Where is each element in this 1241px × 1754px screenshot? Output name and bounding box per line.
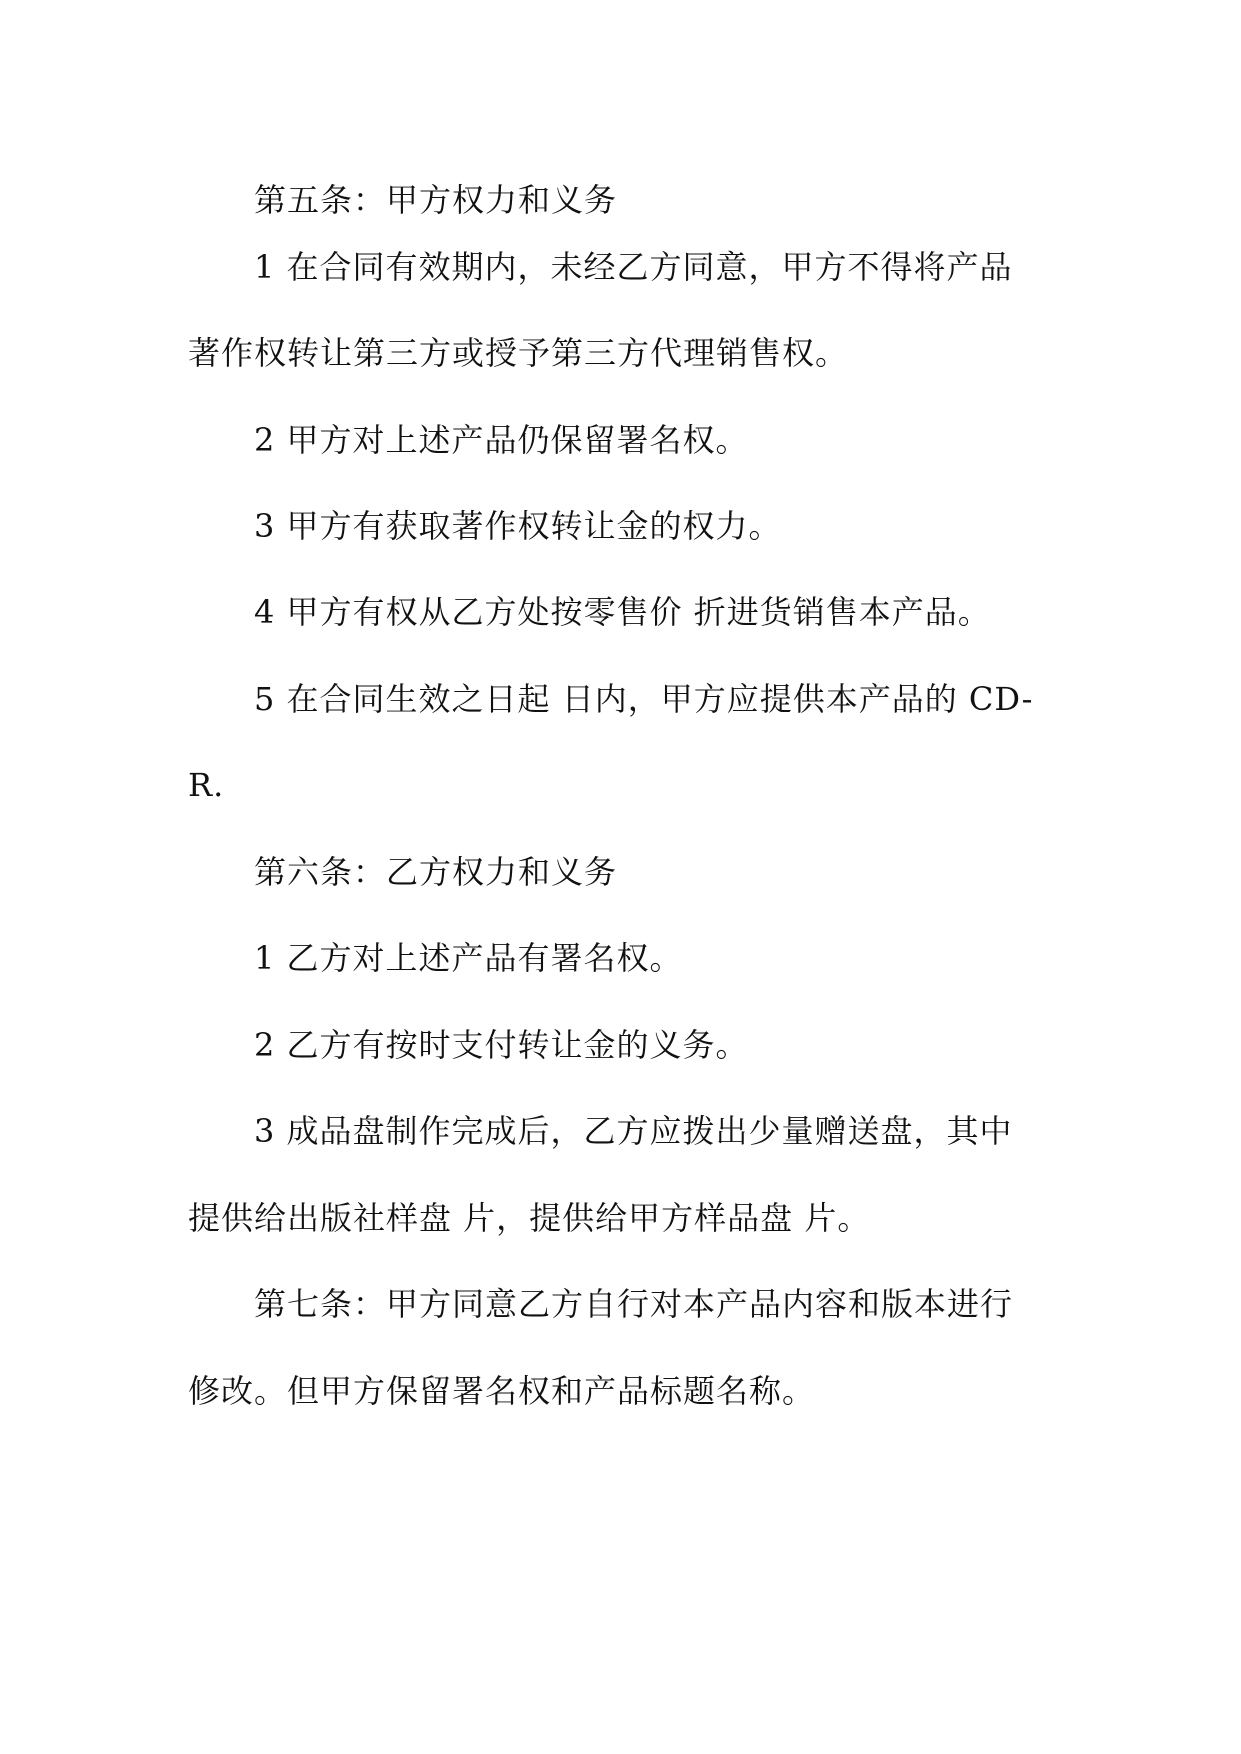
- article-6-heading: 第六条：乙方权力和义务: [254, 853, 618, 891]
- article-7-line-1: 第七条：甲方同意乙方自行对本产品内容和版本进行: [254, 1285, 1014, 1323]
- article-5-clause-5-line-1: 5 在合同生效之日起 日内，甲方应提供本产品的 CD-: [254, 680, 1034, 718]
- article-5-clause-1-line-2: 著作权转让第三方或授予第三方代理销售权。: [188, 334, 849, 372]
- article-6-clause-1: 1 乙方对上述产品有署名权。: [254, 939, 683, 977]
- article-7-line-2: 修改。但甲方保留署名权和产品标题名称。: [188, 1372, 816, 1410]
- article-6-clause-3-line-2: 提供给出版社样盘 片，提供给甲方样品盘 片。: [188, 1199, 871, 1237]
- article-5-clause-5-line-2: R.: [188, 766, 225, 804]
- article-6-clause-3-line-1: 3 成品盘制作完成后，乙方应拨出少量赠送盘，其中: [254, 1112, 1013, 1150]
- article-5-clause-4: 4 甲方有权从乙方处按零售价 折进货销售本产品。: [254, 593, 991, 631]
- article-5-heading: 第五条：甲方权力和义务: [254, 181, 618, 219]
- article-5-clause-2: 2 甲方对上述产品仍保留署名权。: [254, 421, 749, 459]
- article-6-clause-2: 2 乙方有按时支付转让金的义务。: [254, 1026, 749, 1064]
- article-5-clause-1-line-1: 1 在合同有效期内，未经乙方同意，甲方不得将产品: [254, 248, 1013, 286]
- article-5-clause-3: 3 甲方有获取著作权转让金的权力。: [254, 507, 782, 545]
